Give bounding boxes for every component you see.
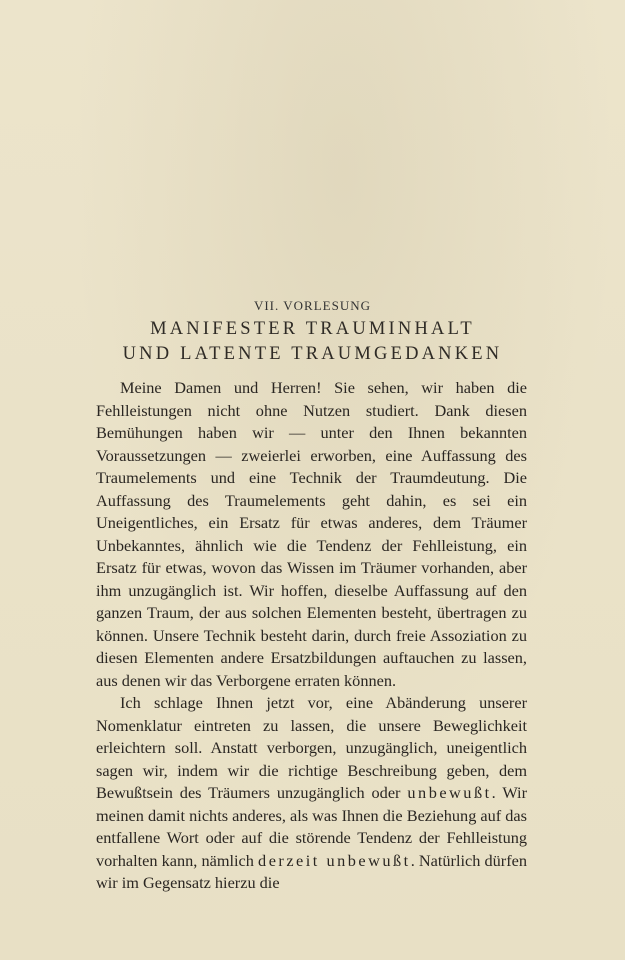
paragraph-2-text-c: . Natürlich dürfen wir im Gegensatz hierzu die [96,850,527,892]
emphasis-unbewusst: unbewußt [407,783,492,802]
chapter-label: VII. VORLESUNG [253,298,372,313]
show-through-text [130,78,570,178]
emphasis-derzeit-unbewusst: derzeit unbewußt [258,850,411,870]
paragraph-2-text-a: Ich schlage Ihnen jetzt vor, eine Abänderung unserer Nomenklatur eintreten zu lassen, die unsere Beweglichkeit erleichtern soll. Anstatt verborgen, unzugänglich, uneigentlich sagen wir, indem wir die richtige Beschreibung geben, dem Bewußtsein des Träumers unzugänglich oder [96,693,527,802]
body-text [96,377,527,895]
paragraph-1-text: Meine Damen und Herren! Sie sehen, wir haben die Fehlleistungen nicht ohne Nutzen studiert. Dank diesen Bemühungen haben wir — unter den Ihnen bekannten Voraussetzungen — zweierlei erworben, eine Auffassung des Traumelements und eine Technik der Traumdeutung. Die Auffassung des Traumelements geht dahin, es sei ein Uneigentliches, ein Ersatz für etwas anderes, dem Träumer Unbekanntes, ähnlich wie die Tendenz der Fehlleistung, ein Ersatz für etwas, wovon das Wissen im Träumer vorhanden, aber ihm unzugänglich ist. Wir hoffen, dieselbe Auffassung auf den ganzen Traum, der aus solchen Elementen besteht, übertragen zu können. Unsere Technik besteht darin, durch freie Assoziation zu diesen Elementen andere Ersatzbildungen auftauchen zu lassen, aus denen wir das Verborgene erraten können. [96,378,527,690]
paragraph-2-text-b: . Wir meinen damit nichts anderes, als was Ihnen die Beziehung auf das entfallene Wort oder auf die störende Tendenz der Fehlleistung vorhalten kann, nämlich [96,783,527,870]
chapter-title-line-2: UND LATENTE TRAUMGEDANKEN [122,344,503,364]
chapter-title-line-1: MANIFESTER TRAUMINHALT [150,319,475,339]
paragraph-2 [96,692,527,895]
paragraph-1 [96,377,527,692]
